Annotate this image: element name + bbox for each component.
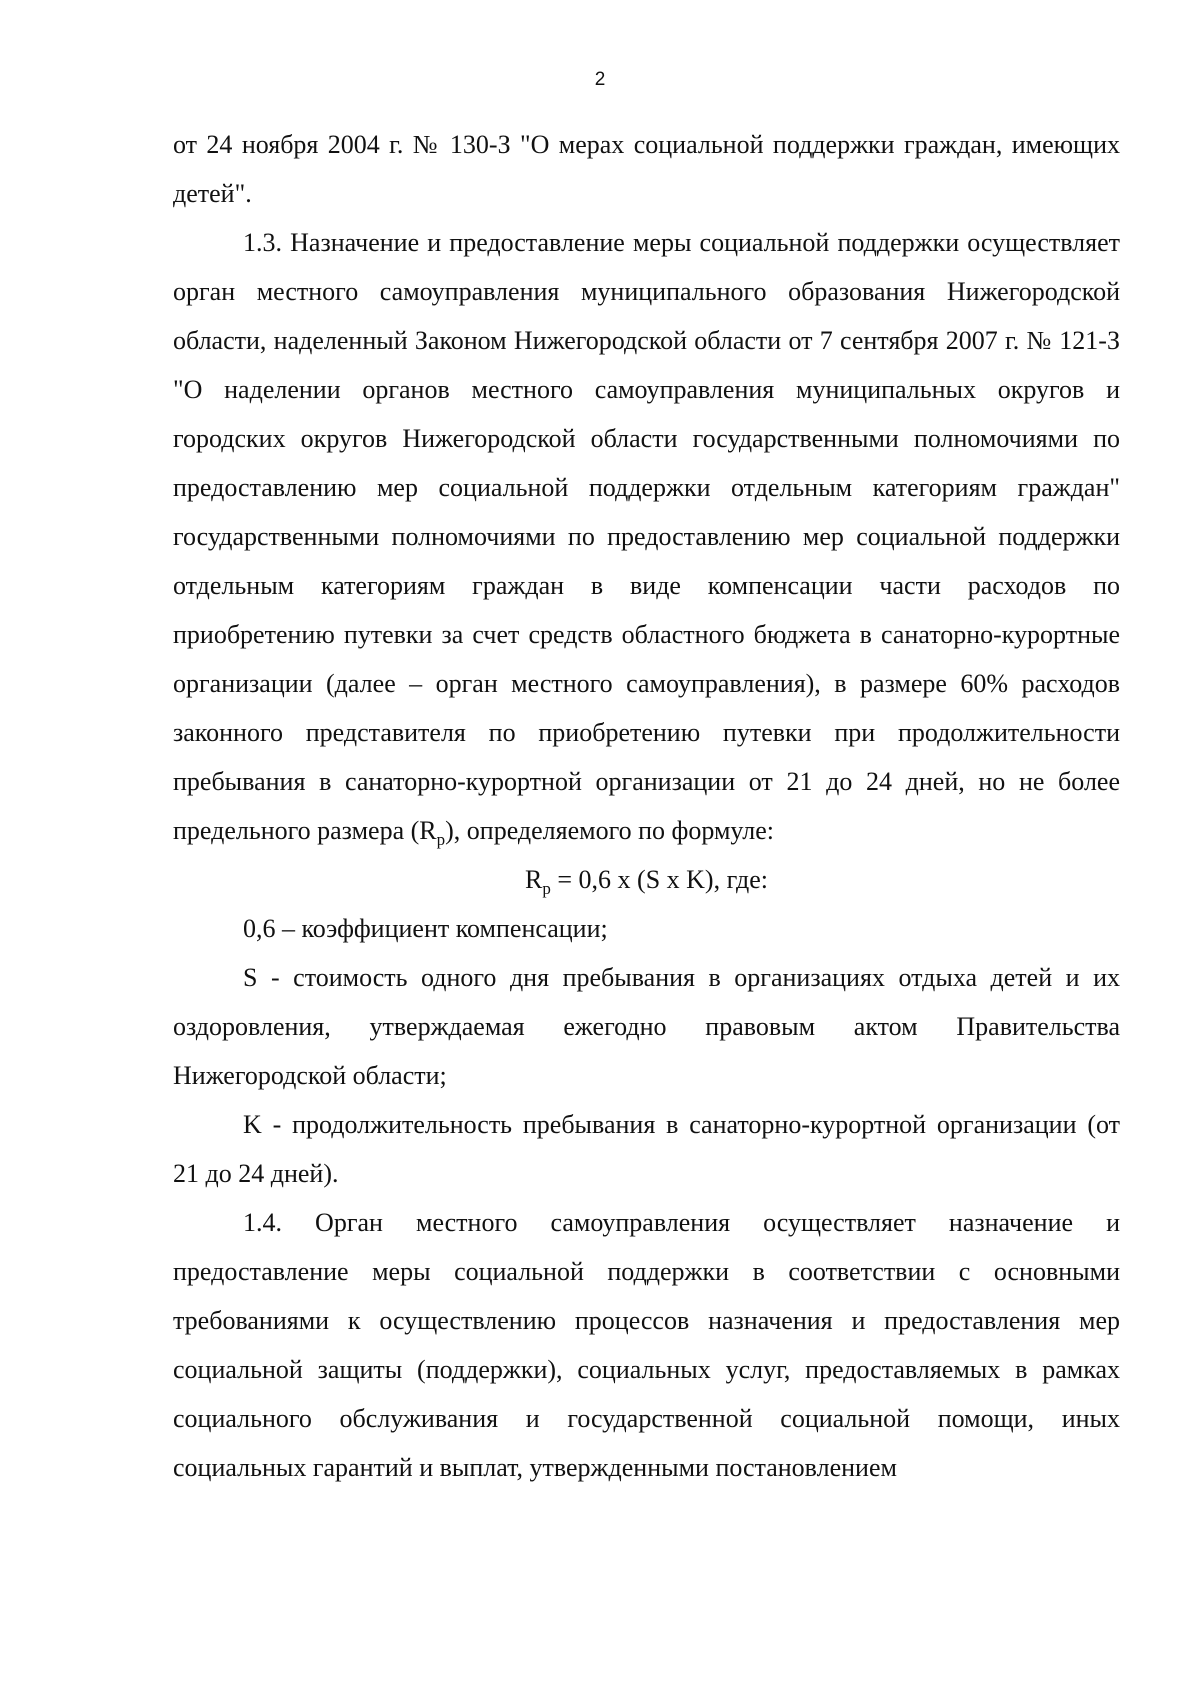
formula-symbol: R (525, 865, 543, 894)
paragraph-law-reference: от 24 ноября 2004 г. № 130-З "О мерах социальной поддержки граждан, имеющих детей". (173, 130, 1120, 208)
page-number: 2 (594, 69, 606, 90)
definition-s: S - стоимость одного дня пребывания в организациях отдыха детей и их оздоровления, утверждаемая ежегодно правовым актом Правительства Нижегородской области; (173, 963, 1120, 1090)
paragraph-1-4: 1.4. Орган местного самоуправления осуществляет назначение и предоставление меры социальной поддержки в соответствии с основными требованиями к осуществлению процессов назначения и предоставления мер социальной защиты (поддержки), социальных услуг, предоставляемых в рамках социального обслуживания и государственной социальной помощи, иных социальных гарантий и выплат, утвержденными постановлением (173, 1208, 1120, 1482)
paragraph-1-3-text-end: ), определяемого по формуле: (445, 816, 775, 845)
definition-k: K - продолжительность пребывания в санаторно-курортной организации (от 21 до 24 дней). (173, 1110, 1120, 1188)
formula-subscript: p (542, 879, 551, 899)
paragraph-1-3-subscript: p (436, 830, 446, 850)
document-body (173, 120, 1120, 1492)
paragraph-1-3-text: 1.3. Назначение и предоставление меры социальной поддержки осуществляет орган местного самоуправления муниципального образования Нижегородской области, наделенный Законом Нижегородской области от 7 сентября 2007 г. № 121-З "О наделении органов местного самоуправления муниципальных округов и городских округов Нижегородской области государственными полномочиями по предоставлению мер социальной поддержки отдельным категориям граждан" государственными полномочиями по предоставлению мер социальной поддержки отдельным категориям граждан в виде компенсации части расходов по приобретению путевки за счет средств областного бюджета в санаторно-курортные организации (далее – орган местного самоуправления), в размере 60% расходов законного представителя по приобретению путевки при продолжительности пребывания в санаторно-курортной организации от 21 до 24 дней, но не более предельного размера (R (173, 228, 1120, 845)
formula-expression: = 0,6 х (S х K), где: (550, 865, 768, 894)
formula (173, 855, 1120, 904)
definition-coefficient: 0,6 – коэффициент компенсации; (243, 914, 608, 943)
paragraph-1-3 (173, 218, 1120, 855)
